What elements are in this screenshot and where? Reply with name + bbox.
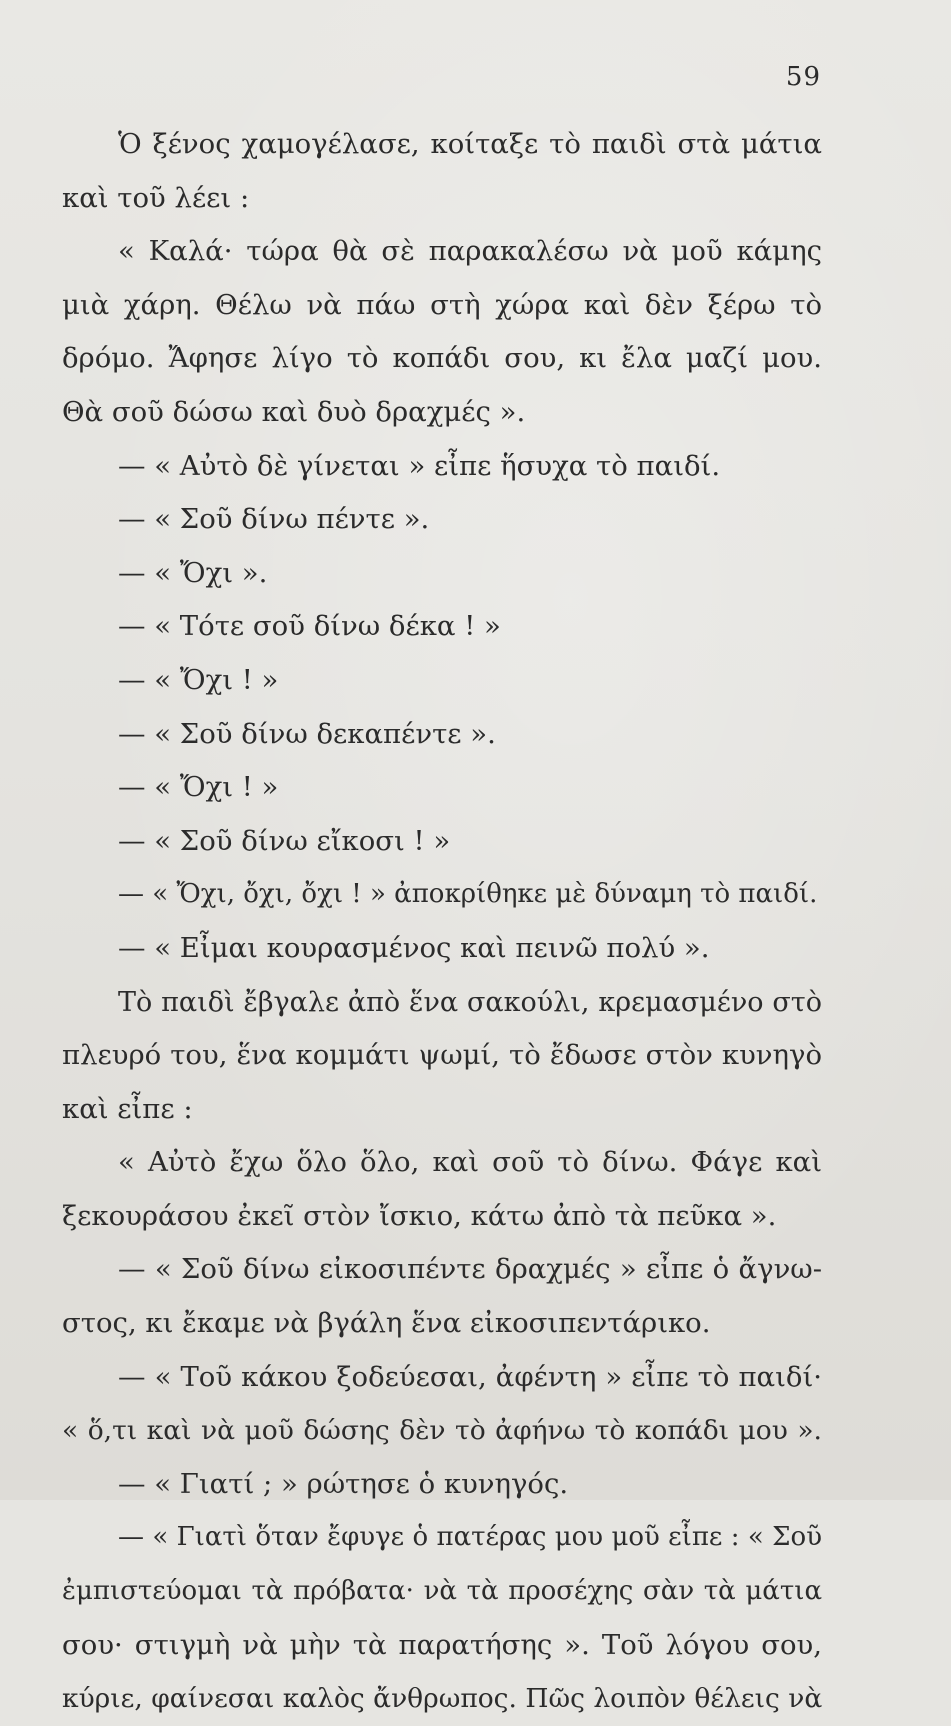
text-line: « Καλά· τώρα θὰ σὲ παρακαλέσω νὰ μοῦ κάμης [118,235,822,268]
text-line: — « Ὄχι ! » [118,771,279,804]
text-line: Ὁ ξένος χαμογέλασε, κοίταξε τὸ παιδὶ στὰ μάτια [118,128,822,160]
text-line: κύριε, φαίνεσαι καλὸς ἄνθρωπος. Πῶς λοιπὸν θέλεις νὰ [62,1683,823,1715]
text-line: — « Σοῦ δίνω εἴκοσι ! » [118,824,451,857]
text-line: ξεκουράσου ἐκεῖ στὸν ἴσκιο, κάτω ἀπὸ τὰ πεῦκα ». [62,1199,777,1232]
text-line: Θὰ σοῦ δώσω καὶ δυὸ δραχμές ». [62,395,526,428]
text-line: — « Εἶμαι κουρασμένος καὶ πεινῶ πολύ ». [118,931,710,964]
text-line: — « Αὐτὸ δὲ γίνεται » εἶπε ἥσυχα τὸ παιδί. [118,449,721,482]
text-line: δρόμο. Ἄφησε λίγο τὸ κοπάδι σου, κι ἔλα μαζί μου. [62,342,822,375]
text-line: στος, κι ἔκαμε νὰ βγάλη ἕνα εἰκοσιπεντάρικο. [62,1307,711,1340]
text-line: « Αὐτὸ ἔχω ὅλο ὅλο, καὶ σοῦ τὸ δίνω. Φάγε καὶ [118,1146,822,1179]
text-line: — « Τοῦ κάκου ξοδεύεσαι, ἀφέντη » εἶπε τὸ παιδί· [118,1360,822,1393]
text-line: — « Γιατί ; » ρώτησε ὁ κυνηγός. [118,1467,569,1500]
text-line: — « Ὄχι ! » [118,663,279,696]
text-line: — « Ὄχι ». [118,556,268,589]
text-line: « ὅ,τι καὶ νὰ μοῦ δώσης δὲν τὸ ἀφήνω τὸ κοπάδι μου ». [62,1415,822,1447]
text-line: — « Γιατὶ ὅταν ἔφυγε ὁ πατέρας μου μοῦ εἶπε : « Σοῦ [118,1522,822,1553]
text-line: μιὰ χάρη. Θέλω νὰ πάω στὴ χώρα καὶ δὲν ξέρω τὸ [62,288,822,321]
text-line: καὶ εἶπε : [62,1092,193,1125]
text-line: — « Σοῦ δίνω δεκαπέντε ». [118,717,496,750]
text-line: — « Σοῦ δίνω εἰκοσιπέντε δραχμές » εἶπε ὁ ἄγνω- [118,1253,822,1286]
text-line: καὶ τοῦ λέει : [62,181,250,214]
text-line: πλευρό του, ἕνα κομμάτι ψωμί, τὸ ἔδωσε στὸν κυνηγὸ [62,1039,822,1072]
text-line: Τὸ παιδὶ ἔβγαλε ἀπὸ ἕνα σακούλι, κρεμασμένο στὸ [118,986,822,1018]
page-text [62,118,822,1726]
text-line: — « Σοῦ δίνω πέντε ». [118,503,430,536]
text-line: — « Ὄχι, ὄχι, ὄχι ! » ἀποκρίθηκε μὲ δύναμη τὸ παιδί. [118,879,818,910]
text-line: — « Τότε σοῦ δίνω δέκα ! » [118,610,501,643]
page-number: 59 [785,62,821,92]
text-line: ἐμπιστεύομαι τὰ πρόβατα· νὰ τὰ προσέχης σὰν τὰ μάτια [62,1576,822,1607]
text-line: σου· στιγμὴ νὰ μὴν τὰ παρατήσης ». Τοῦ λόγου σου, [62,1628,822,1661]
